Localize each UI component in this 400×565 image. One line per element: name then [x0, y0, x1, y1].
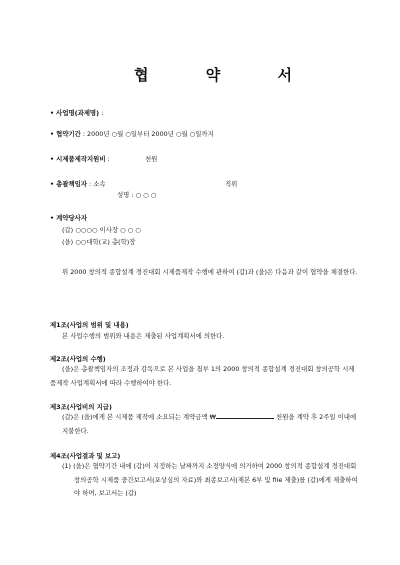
period-label: 협약기간 — [56, 130, 81, 138]
manager-position: 직위 — [225, 180, 238, 188]
period-line — [50, 130, 214, 139]
parties-line — [50, 214, 87, 223]
document-title: 협 약 서 — [134, 66, 318, 84]
fund-colon: : — [105, 155, 110, 163]
article4-heading: 제4조(사업결과 및 보고) — [50, 452, 121, 460]
article2-body: (을)은 총괄책임자의 조정과 감독으로 본 사업을 첨부 1의 2000 창의적 종합설계 경진대회 창의공학 시제품제작 사업계획서에 따라 수행하여야 한다. — [50, 365, 355, 387]
project-name-line — [50, 109, 103, 118]
fund-label: 시제품제작지원비 — [56, 155, 106, 163]
manager-affiliation: : 소속 — [87, 180, 106, 188]
fund-unit: 천원 — [145, 155, 158, 163]
party-a: (갑) ○○○○ 이사장 ○ ○ ○ — [62, 226, 141, 234]
article3-body — [62, 411, 358, 438]
bullet-mark: • — [50, 155, 55, 163]
period-value: : 2000년 ○월 ○일부터 2000년 ○월 ○일까지 — [80, 130, 214, 138]
bullet-mark: • — [50, 180, 55, 188]
intro-paragraph: 위 2000 창의적 종합설계 경진대회 시제품제작 수행에 관하여 (갑)과 (을)은 다음과 같이 협약을 체결한다. — [62, 268, 358, 276]
manager-line — [50, 180, 238, 189]
article3-body-b: 천원을 계약 후 2주일 이내에 지불한다. — [62, 413, 357, 435]
manager-label: 총괄책임자 — [56, 180, 88, 188]
project-name-colon: : — [99, 109, 104, 117]
article3-heading: 제3조(사업비의 지급) — [50, 403, 112, 411]
fund-line — [50, 155, 158, 164]
bullet-mark: • — [50, 130, 55, 138]
amount-blank — [216, 412, 274, 419]
party-b: (을) ○○대학(교) 총(학)장 — [62, 238, 136, 246]
article2-heading: 제2조(사업의 수행) — [50, 355, 106, 363]
parties-label: 계약당사자 — [56, 214, 88, 222]
project-name-label: 사업명(과제명) — [56, 109, 100, 117]
bullet-mark: • — [50, 109, 55, 117]
article4-item1: (1) (을)은 협약기간 내에 (갑)이 지정하는 날짜까지 소정양식에 의거하여 2000 창의적 종합설계 경진대회 창의공학 시제품 중간보고서(포상심의 자료)와 최종보고서(제본 6부 및 file 제출)를 (갑)에게 제출하여야 하며, 보고서는 (갑) — [62, 462, 358, 497]
bullet-mark: • — [50, 214, 55, 222]
article1-heading: 제1조(사업의 범위 및 내용) — [50, 321, 129, 329]
article1-body: 본 사업수행의 범위와 내용은 제출된 사업계획서에 의한다. — [62, 332, 225, 340]
manager-name-line: 성명 : ○ ○ ○ — [117, 191, 157, 199]
article3-body-a: (갑)은 (을)에게 본 시제품 제작에 소요되는 계약금액 ₩ — [62, 413, 216, 421]
